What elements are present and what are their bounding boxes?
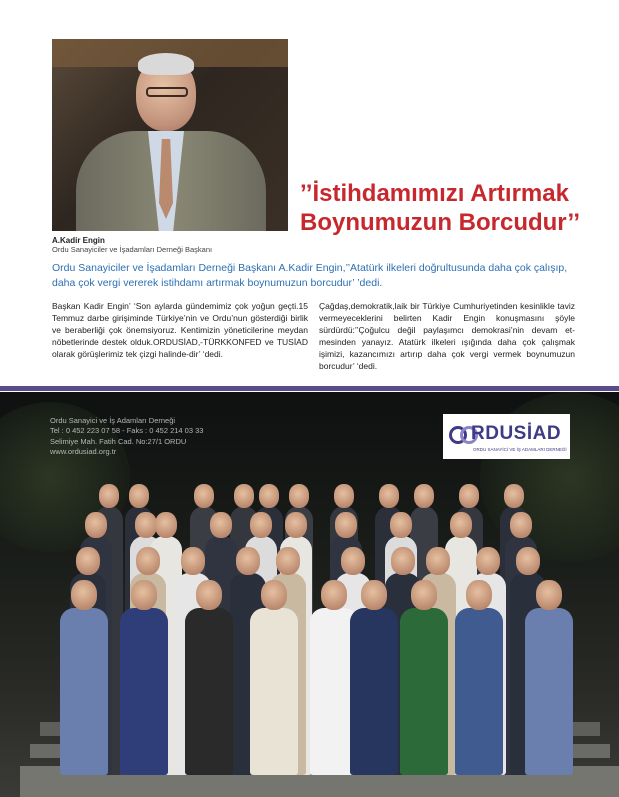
person-head xyxy=(289,484,309,508)
article-column-left: Başkan Kadir Engin’ ‘Son aylarda gündemimiz çok yoğun geçti.15 Temmuz darbe girişiminde Türkiye’nin ve Ordu’nun gösterdiği birlik ve beraberliği çok önemsiyoruz. Kentimizin yöneticilerine meydan nöbetlerinde destek olduk.ORDUSİAD,-TÜRKKONFED ve TUSİAD olarak görüşlerimiz tek çizgi halinde-dir’ ‘dedi. xyxy=(52,301,308,360)
person-head xyxy=(504,484,524,508)
person-head xyxy=(71,580,97,610)
person-body xyxy=(455,608,503,775)
contact-address: Selimiye Mah. Fatih Cad. No:27/1 ORDU xyxy=(50,436,187,446)
person-head xyxy=(411,580,437,610)
person-head xyxy=(361,580,387,610)
person-head xyxy=(234,484,254,508)
logo-subtitle: ORDU SANAYİCİ VE İŞ ADAMLARI DERNEĞİ xyxy=(473,447,567,452)
section-divider xyxy=(0,386,619,391)
person-head xyxy=(510,512,532,538)
person-head xyxy=(181,547,205,575)
contact-web: www.ordusiad.org.tr xyxy=(50,447,117,457)
person-head xyxy=(426,547,450,575)
person-head xyxy=(76,547,100,575)
person-body xyxy=(525,608,573,775)
portrait-caption-role: Ordu Sanayiciler ve İşadamları Derneği Başkanı xyxy=(52,245,213,254)
article-column-right: Çağdaş,demokratik,laik bir Türkiye Cumhuriyetinden kesinlikle taviz vermeyeceklerini belirten Kadir Engin konuşmasını şöyle sürdürdü:’’Çoğulcu değil paylaşımcı demokrasi’nin devam et-mesinden yanayız. Atatürk ilkeleri ışığında daha çok çalışmak işimizi, kazancımızı artırıp daha çok vergi vermek boynumuzun borcudur’ ‘dedi. xyxy=(319,301,575,372)
ordusiad-logo xyxy=(443,414,570,459)
person-head xyxy=(85,512,107,538)
person-body xyxy=(60,608,108,775)
person-head xyxy=(194,484,214,508)
contact-org: Ordu Sanayici ve İş Adamları Derneği xyxy=(50,416,176,425)
person-head xyxy=(261,580,287,610)
person-head xyxy=(210,512,232,538)
person-body xyxy=(250,608,298,775)
person-head xyxy=(450,512,472,538)
person-head xyxy=(196,580,222,610)
portrait-photo xyxy=(52,39,288,231)
person-body xyxy=(185,608,233,775)
person-head xyxy=(99,484,119,508)
contact-info xyxy=(50,416,203,457)
logo-wordmark: RDUSİAD xyxy=(471,423,562,444)
person-head xyxy=(276,547,300,575)
person-head xyxy=(131,580,157,610)
person-body xyxy=(400,608,448,775)
person-head xyxy=(516,547,540,575)
person-body xyxy=(350,608,398,775)
contact-phone: Tel : 0 452 223 07 58 - Faks : 0 452 214 03 33 xyxy=(50,426,204,436)
portrait-caption-name: A.Kadir Engin xyxy=(52,236,105,245)
person-head xyxy=(391,547,415,575)
person-head xyxy=(136,547,160,575)
person-head xyxy=(414,484,434,508)
headline-line-2: Boynumuzun Borcudur’’ xyxy=(300,209,580,237)
person-head xyxy=(250,512,272,538)
person-head xyxy=(335,512,357,538)
person-head xyxy=(321,580,347,610)
glasses xyxy=(146,87,188,97)
article-headline xyxy=(300,179,600,238)
person-head xyxy=(135,512,157,538)
person-head xyxy=(259,484,279,508)
person-head xyxy=(536,580,562,610)
person-head xyxy=(236,547,260,575)
person-head xyxy=(459,484,479,508)
portrait-hair xyxy=(138,53,194,75)
person-head xyxy=(155,512,177,538)
person-head xyxy=(379,484,399,508)
person-head xyxy=(341,547,365,575)
person-head xyxy=(466,580,492,610)
person-head xyxy=(334,484,354,508)
person-head xyxy=(129,484,149,508)
headline-line-1: ’’İstihdamımızı Artırmak xyxy=(300,180,569,207)
person-head xyxy=(285,512,307,538)
person-head xyxy=(476,547,500,575)
person-head xyxy=(390,512,412,538)
person-body xyxy=(120,608,168,775)
article-lead: Ordu Sanayiciler ve İşadamları Derneği Başkanı A.Kadir Engin,’’Atatürk ilkeleri doğrultusunda daha çok çalışıp, daha çok vergi vererek istihdamı artırmak boynumuzun borcudur’ ’dedi. xyxy=(52,262,568,290)
